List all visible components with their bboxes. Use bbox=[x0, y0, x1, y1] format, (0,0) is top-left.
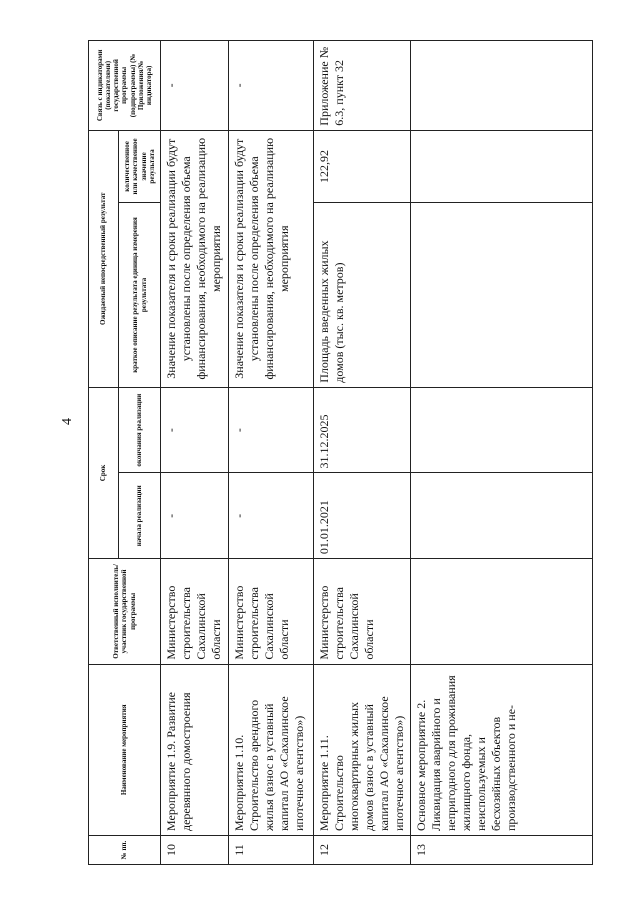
row-name: Основное мероприятие 2. Ликвидация аварийного и непригодного для проживания жилищного фонда, неиспользуемых и бесхозяйных объектов производственного и не- bbox=[411, 664, 593, 835]
table-row bbox=[411, 41, 593, 865]
header-responsible: Ответственный исполнитель/участник государственной программы bbox=[89, 559, 161, 664]
row-value bbox=[411, 130, 593, 203]
row-desc bbox=[411, 203, 593, 388]
row-name: Мероприятие 1.11. Строительство многоквартирных жилых домов (взнос в уставный капитал АО «Сахалинское ипотечное агентство») bbox=[314, 664, 411, 835]
row-link: - bbox=[161, 41, 229, 131]
row-link: - bbox=[229, 41, 314, 131]
header-term: Срок bbox=[89, 387, 119, 558]
program-activities-table bbox=[88, 40, 593, 865]
header-num: № пп. bbox=[89, 836, 161, 865]
row-name: Мероприятие 1.10. Строительство арендного жилья (взнос в уставный капитал АО «Сахалинское ипотечное агентство») bbox=[229, 664, 314, 835]
row-num: 10 bbox=[161, 836, 229, 865]
row-end: - bbox=[229, 387, 314, 473]
row-num: 11 bbox=[229, 836, 314, 865]
row-desc: Площадь введенных жилых домов (тыс. кв. метров) bbox=[314, 203, 411, 388]
row-end bbox=[411, 387, 593, 473]
table-row bbox=[161, 41, 229, 865]
header-link: Связь с индикаторами (показателями) государственной программы (подпрограммы) (№ Приложения/№ индикатора) bbox=[89, 41, 161, 131]
row-desc: Значение показателя и сроки реализации будут установлены после определения объема финансирования, необходимого на реализацию мероприятия bbox=[161, 130, 229, 387]
row-link bbox=[411, 41, 593, 131]
row-responsible: Министерство строительства Сахалинской области bbox=[229, 559, 314, 664]
row-link: Приложение № 6.3, пункт 32 bbox=[314, 41, 411, 131]
row-end: 31.12.2025 bbox=[314, 387, 411, 473]
row-responsible: Министерство строительства Сахалинской области bbox=[314, 559, 411, 664]
header-result: Ожидаемый непосредственный результат bbox=[89, 130, 119, 387]
page-number: 4 bbox=[60, 418, 75, 425]
header-term-end: окончания реализации bbox=[119, 387, 161, 473]
header-term-start: начала реализации bbox=[119, 473, 161, 559]
row-desc: Значение показателя и сроки реализации будут установлены после определения объема финансирования, необходимого на реализацию мероприятия bbox=[229, 130, 314, 387]
row-responsible bbox=[411, 559, 593, 664]
row-value: 122,92 bbox=[314, 130, 411, 203]
header-result-value: количественное или качественное значение результата bbox=[119, 130, 161, 203]
table-row bbox=[229, 41, 314, 865]
table-row bbox=[314, 41, 411, 865]
row-start bbox=[411, 473, 593, 559]
header-result-desc: краткое описание результата единица измерения результата bbox=[119, 203, 161, 388]
row-start: - bbox=[161, 473, 229, 559]
row-num: 12 bbox=[314, 836, 411, 865]
row-start: - bbox=[229, 473, 314, 559]
row-end: - bbox=[161, 387, 229, 473]
row-responsible: Министерство строительства Сахалинской области bbox=[161, 559, 229, 664]
row-start: 01.01.2021 bbox=[314, 473, 411, 559]
row-num: 13 bbox=[411, 836, 593, 865]
row-name: Мероприятие 1.9. Развитие деревянного домостроения bbox=[161, 664, 229, 835]
rotated-table-container bbox=[88, 40, 593, 865]
header-name: Наименование мероприятия bbox=[89, 664, 161, 835]
